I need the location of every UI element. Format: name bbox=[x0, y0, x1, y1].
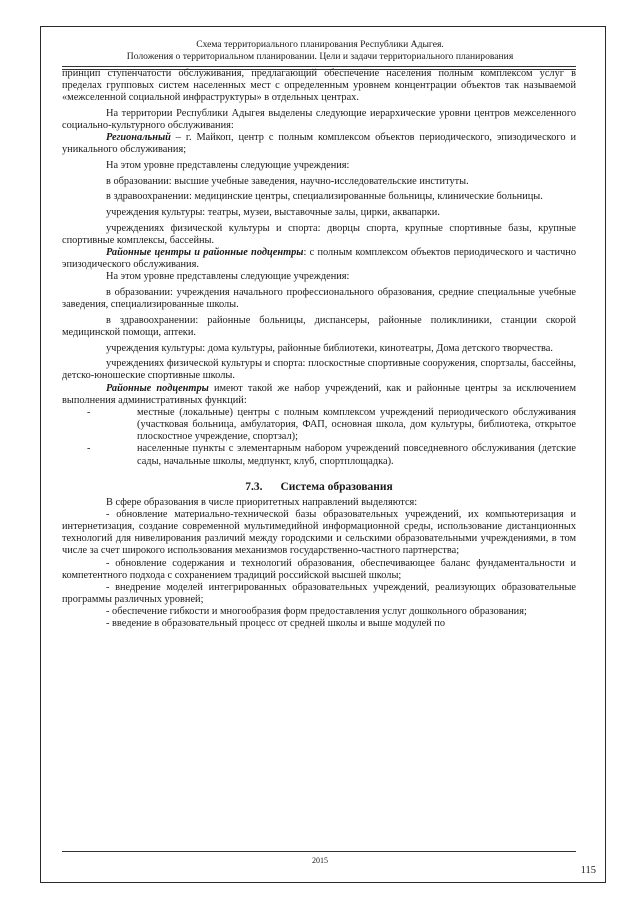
paragraph: учреждения культуры: театры, музеи, выставочные залы, цирки, аквапарки. bbox=[106, 207, 440, 219]
paragraph: - обновление содержания и технологий образования, обеспечивающее баланс фундаментальности и компетентного подхода с сохранением традиций российской высшей школы; bbox=[62, 557, 576, 581]
paragraph: - внедрение моделей интегрированных образовательных учреждений, реализующих образовательные программы различных уровней; bbox=[62, 581, 576, 606]
term-district-centers: Районные центры и районные подцентры bbox=[106, 247, 304, 259]
paragraph: На этом уровне представлены следующие учреждения: bbox=[106, 160, 350, 172]
running-header bbox=[60, 39, 580, 63]
paragraph: - обновление материально-технической базы образовательных учреждений, их компьютеризация и интернетизация, создание современной мультимедийной информационной среды, использование дистанционных технологий для нивелирования различий между городскими и сельскими образовательными учреждениями, в том числе за счет широкого использования механизмов государственно-частного партнерства; bbox=[62, 509, 576, 557]
paragraph: в образовании: высшие учебные заведения, научно-исследовательские институты. bbox=[106, 175, 469, 187]
subcenter-description: имеют такой же набор учреждений, как и районные центры за исключением выполнения административных функций: bbox=[62, 382, 576, 406]
section-heading bbox=[62, 481, 576, 493]
paragraph-regional bbox=[62, 132, 576, 156]
footer-year: 2015 bbox=[312, 856, 328, 865]
section-number: 7.3. bbox=[245, 480, 263, 493]
dash-list bbox=[62, 407, 576, 468]
paragraph: учреждения культуры: дома культуры, районные библиотеки, кинотеатры, Дома детского творчества. bbox=[106, 342, 553, 354]
paragraph: - введение в образовательный процесс от средней школы и выше модулей по bbox=[106, 618, 446, 630]
header-line-2: Положения о территориальном планировании. Цели и задачи территориального планирования bbox=[126, 51, 514, 62]
list-item: - населенные пункты с элементарным набором учреждений повседневного обслуживания (детские сады, начальные школы, медпункт, клуб, спортплощадка). bbox=[137, 443, 576, 467]
page-number: 115 bbox=[580, 865, 596, 876]
paragraph: в здравоохранении: медицинские центры, специализированные больницы, клинические больницы. bbox=[106, 191, 543, 203]
district-description: : с полным комплексом объектов периодического и частично эпизодического обслуживания. bbox=[62, 247, 576, 271]
paragraph: принцип ступенчатости обслуживания, предлагающий обеспечение населения полным комплексом услуг в пределах групповых систем населенных мест с определенным уровнем концентрации объектов так называемой «межселенной социальной инфраструктуры» в отдельных центрах. bbox=[62, 68, 576, 104]
paragraph: в образовании: учреждения начального профессионального образования, средние специальные учебные заведения, специализированные школы. bbox=[62, 287, 576, 311]
paragraph: учреждениях физической культуры и спорта: дворцы спорта, крупные спортивные базы, крупные спортивные комплексы, бассейны. bbox=[62, 222, 576, 246]
regional-description: – г. Майкоп, центр с полным комплексом объектов периодического, эпизодического и уникального обслуживания; bbox=[62, 132, 576, 156]
paragraph: На этом уровне представлены следующие учреждения: bbox=[106, 271, 350, 283]
section-title: Система образования bbox=[280, 480, 393, 493]
paragraph: В сфере образования в числе приоритетных направлений выделяются: bbox=[106, 496, 418, 508]
term-regional: Региональный bbox=[106, 132, 171, 144]
paragraph: учреждениях физической культуры и спорта: плоскостные спортивные сооружения, спортзалы, бассейны, детско-юношеские спортивные школы. bbox=[62, 358, 576, 382]
paragraph: На территории Республики Адыгея выделены следующие иерархические уровни центров межселенного социально-культурного обслуживания: bbox=[62, 107, 576, 132]
paragraph-district bbox=[62, 247, 576, 271]
footer-divider bbox=[62, 851, 576, 852]
paragraph: - обеспечение гибкости и многообразия форм предоставления услуг дошкольного образования; bbox=[106, 606, 527, 618]
paragraph: в здравоохранении: районные больницы, диспансеры, районные поликлиники, станции скорой медицинской помощи, аптеки. bbox=[62, 314, 576, 338]
document-body bbox=[62, 68, 576, 631]
paragraph-subcenters bbox=[62, 383, 576, 407]
list-item: - местные (локальные) центры с полным комплексом учреждений периодического обслуживания (участковая больница, амбулатория, ФАП, основная школа, дом культуры, библиотека, открытое плоскостное учреждение, спортзал); bbox=[137, 407, 576, 443]
header-line-1: Схема территориального планирования Республики Адыгея. bbox=[196, 39, 444, 50]
term-subcenters: Районные подцентры bbox=[106, 382, 209, 394]
